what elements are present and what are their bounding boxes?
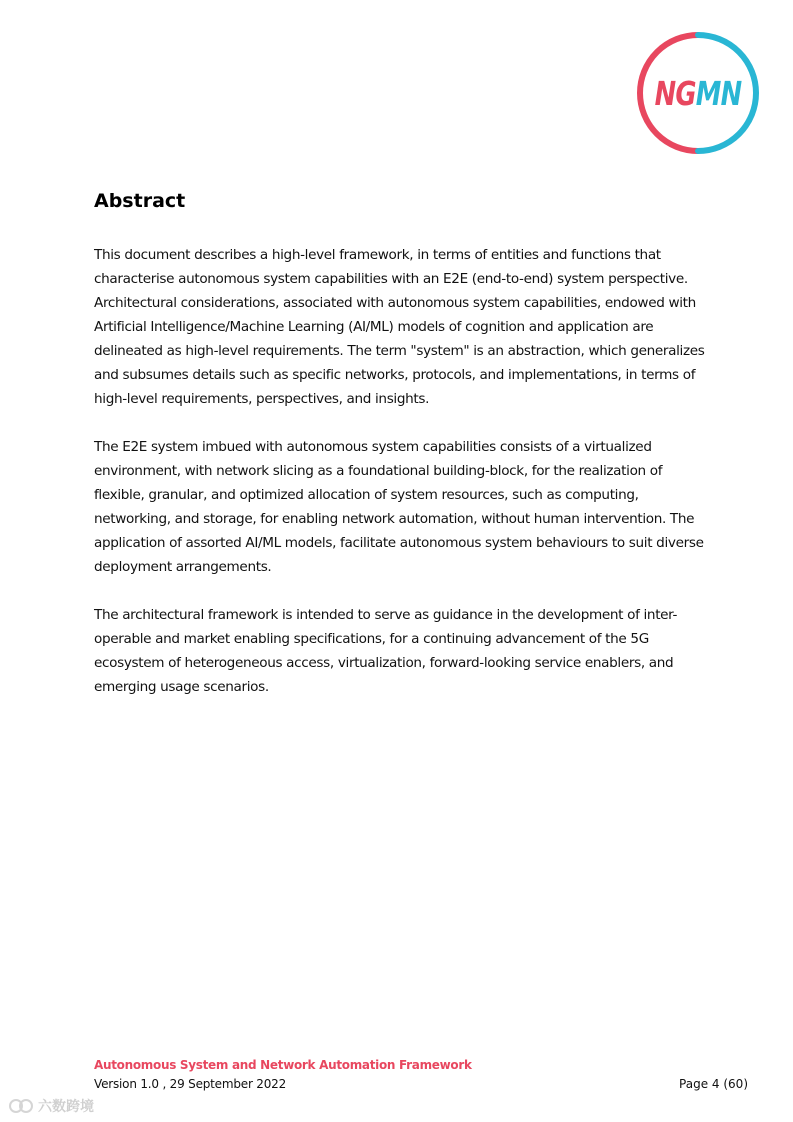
footer-page-number: Page 4 (60) bbox=[679, 1077, 748, 1091]
watermark-logo-icon bbox=[8, 1097, 34, 1115]
watermark-text: 六数跨境 bbox=[38, 1099, 94, 1115]
paragraph: The E2E system imbued with autonomous system capabilities consists of a virtualized environment, with network slicing as a foundational building-block, for the realization of flexible, granular, and optimized allocation of system resources, such as computing, networking, and storage, for enabling network automation, without human intervention. The application of assorted AI/ML models, facilitate autonomous system behaviours to suit diverse deployment arrangements. bbox=[94, 439, 704, 575]
abstract-body bbox=[94, 243, 714, 723]
logo-text-mn: MN bbox=[695, 73, 742, 113]
footer-document-title: Autonomous System and Network Automation Framework bbox=[94, 1058, 472, 1072]
watermark bbox=[8, 1096, 94, 1116]
ngmn-logo bbox=[635, 30, 761, 156]
logo-text-ng: NG bbox=[654, 73, 696, 113]
logo-wordmark bbox=[649, 30, 747, 156]
section-heading: Abstract bbox=[94, 190, 186, 212]
paragraph: The architectural framework is intended to serve as guidance in the development of inter-operable and market enabling specifications, for a continuing advancement of the 5G ecosystem of heterogeneous access, virtualization, forward-looking service enablers, and emerging usage scenarios. bbox=[94, 607, 678, 695]
paragraph: This document describes a high-level framework, in terms of entities and functions that characterise autonomous system capabilities with an E2E (end-to-end) system perspective. Architectural considerations, associated with autonomous system capabilities, endowed with Artificial Intelligence/Machine Learning (AI/ML) models of cognition and application are delineated as high-level requirements. The term "system" is an abstraction, which generalizes and subsumes details such as specific networks, protocols, and implementations, in terms of high-level requirements, perspectives, and insights. bbox=[94, 247, 705, 407]
footer-version: Version 1.0 , 29 September 2022 bbox=[94, 1077, 287, 1091]
